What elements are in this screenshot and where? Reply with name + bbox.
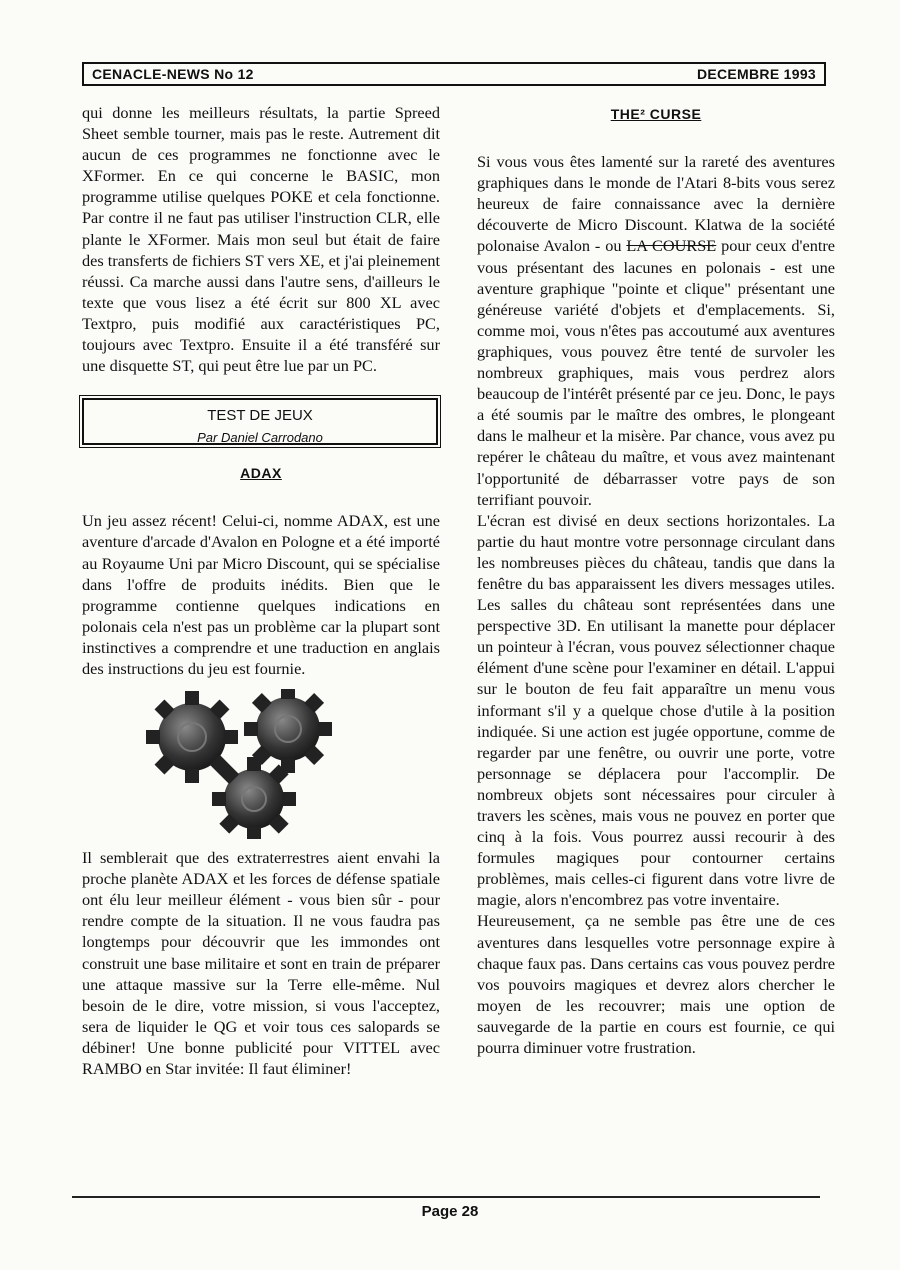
intro-paragraph: qui donne les meilleurs résultats, la partie Spreed Sheet semble tourner, mais pas le reste. Autrement dit aucun de ces programmes ne fonctionne avec le XFormer. En ce qui concerne le BASIC, mon programme utilise quelques POKE et cela fonctionne. Par contre il ne faut pas utiliser l'instruction CLR, elle plante le XFormer. Mais mon seul but était de faire des transferts de fichiers ST vers XE, et j'ai pleinement réussi. Ca marche aussi dans l'autre sens, d'ailleurs le texte que vous lisez a été écrit sur 800 XL avec Textpro, puis modifié aux caractéristiques PC, toujours avec Textpro. Ensuite il a été transféré sur une disquette ST, qui peut être lue par un PC. — [82, 103, 440, 376]
gear-left — [146, 691, 238, 783]
curse-paragraph-2: L'écran est divisé en deux sections horizontales. La partie du haut montre votre personnage circulant dans les nombreuses pièces du château, tandis que dans la fenêtre du bas apparaissent les divers messages utiles. Les salles du château sont représentées dans une perspective 3D. En utilisant la manette pour déplacer un pointeur à l'écran, vous pouvez sélectionner chaque élément d'une scène pour l'examiner en détail. L'appui sur le bouton de feu fait apparaître un menu vous informant s'il y a quelque chose d'utile à la position indiquée. Si une action est jugée opportune, comme de regarder par une fenêtre, ou ouvrir une porte, votre personnage se déplacera pour l'accomplir. De nombreux objets sont nécessaires pour circuler à travers les scènes, mais vous ne pouvez en porter que cinq à la fois. Vous pourrez aussi recourir à des formules magiques pour contourner certains problèmes, mais celles-ci figurent dans votre livre de magie, alors n'encombrez pas votre inventaire. — [477, 510, 835, 910]
right-column — [477, 102, 835, 1058]
struck-text: LA COURSE — [626, 236, 717, 256]
left-column — [82, 102, 440, 1079]
curse-paragraph-1 — [477, 151, 835, 510]
adax-heading: ADAX — [240, 465, 282, 482]
footer-rule — [72, 1196, 820, 1198]
adax-paragraph-2: Il semblerait que des extraterrestres aient envahi la proche planète ADAX et les forces de défense spatiale ont élu leur meilleur élément - vous bien sûr - pour rendre compte de la situation. Il ne vous faudra pas longtemps pour découvrir que les immondes ont construit une base militaire et sont en train de préparer une attaque massive sur la Terre elle-même. Nul besoin de le dire, votre mission, si vous l'acceptez, sera de liquider le QG et voir tous ces salopards se débiner! Une bonne publicité pour VITTEL avec RAMBO en Star invitée: Il faut éliminer! — [82, 848, 440, 1078]
curse-paragraph-3: Heureusement, ça ne semble pas être une de ces aventures dans lesquelles votre personnage expire à chaque faux pas. Dans certains cas vous pouvez perdre vos pouvoirs magiques et devrez alors chercher le moyen de les recouvrer; mais une option de sauvegarde de la partie en cours est fournie, ce qui pourra diminuer votre frustration. — [477, 911, 835, 1058]
test-box-author: Par Daniel Carrodano — [197, 430, 323, 446]
page-number: Page 28 — [421, 1203, 479, 1220]
gear-bottom — [212, 757, 296, 839]
curse-heading: THE² CURSE — [610, 106, 702, 122]
gears-illustration — [132, 689, 372, 839]
adax-paragraph-1: Un jeu assez récent! Celui-ci, nomme ADAX, est une aventure d'arcade d'Avalon en Pologne et a été importé au Royaume Uni par Micro Discount, qui se spécialise dans l'offre de produits inédits. Bien que le programme contienne quelques indications en polonais cela n'est pas un problème car la plupart sont instinctives a comprendre et une traduction en anglais des instructions du jeu est fournie. — [82, 511, 440, 678]
page-header — [82, 62, 826, 86]
test-de-jeux-box — [82, 398, 438, 445]
issue-date: DECEMBRE 1993 — [696, 66, 816, 82]
curse-p1-end: pour ceux d'entre vous présentant des lacunes en polonais - est une aventure graphique "pointe et clique" présentant une généreuse variété d'objets et d'emplacements. Si, comme moi, vous n'êtes pas accoutumé aux aventures graphiques, vous pouvez être tenté de survoler les nombreux graphiques, mais vous perdrez alors beaucoup de l'intérêt présenté par ce jeu. Donc, le pays a été soumis par le maître des ombres, le plongeant dans le malheur et la misère. Par chance, vous avez pu repérer le château du maître, et vous avez maintenant l'opportunité de débarrasser votre pays de son terrifiant pouvoir. — [477, 236, 836, 509]
curse-p1-start: Si vous vous êtes lamenté sur la rareté des aventures graphiques dans le monde de l'Atari 8-bits vous serez heureux de faire connaissance avec la dernière découverte de Micro Discount. Klatwa de la société polonaise Avalon - ou — [477, 152, 835, 256]
newsletter-title: CENACLE-NEWS No 12 — [92, 66, 254, 82]
test-box-title: TEST DE JEUX — [207, 407, 313, 425]
